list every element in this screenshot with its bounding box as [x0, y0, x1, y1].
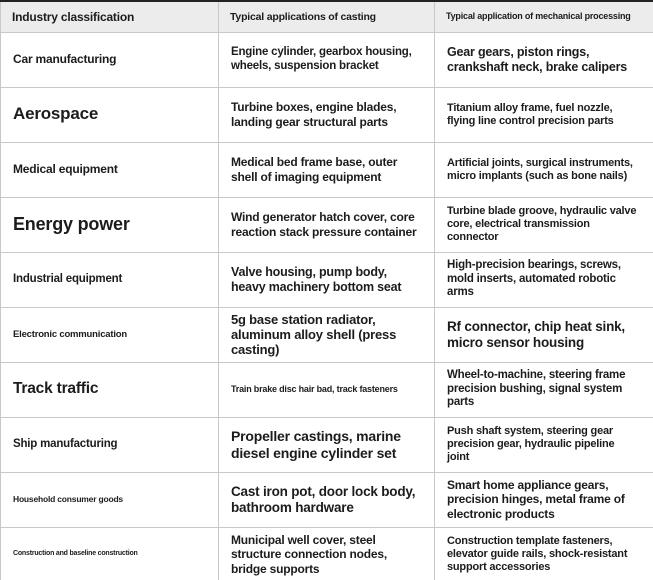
- cell-casting: Turbine boxes, engine blades, landing gear structural parts: [219, 87, 435, 142]
- cell-industry: Household consumer goods: [1, 472, 219, 527]
- cell-industry: Car manufacturing: [1, 32, 219, 87]
- table-row-medical-equipment: [1, 142, 653, 197]
- column-header-casting: Typical applications of casting: [219, 1, 435, 32]
- cell-industry: Track traffic: [1, 362, 219, 417]
- cell-industry: Energy power: [1, 197, 219, 252]
- cell-machining: Smart home appliance gears, precision hinges, metal frame of electronic products: [435, 472, 653, 527]
- cell-machining: Construction template fasteners, elevator guide rails, shock-resistant support accessories: [435, 527, 653, 580]
- table-row-track-traffic: [1, 362, 653, 417]
- column-header-industry: Industry classification: [1, 1, 219, 32]
- table-row-energy-power: [1, 197, 653, 252]
- cell-casting: Propeller castings, marine diesel engine cylinder set: [219, 417, 435, 472]
- cell-machining: Titanium alloy frame, fuel nozzle, flying line control precision parts: [435, 87, 653, 142]
- cell-industry: Electronic communication: [1, 307, 219, 362]
- cell-machining: High-precision bearings, screws, mold inserts, automated robotic arms: [435, 252, 653, 307]
- cell-machining: Artificial joints, surgical instruments, micro implants (such as bone nails): [435, 142, 653, 197]
- cell-casting: Cast iron pot, door lock body, bathroom hardware: [219, 472, 435, 527]
- cell-industry: Industrial equipment: [1, 252, 219, 307]
- cell-casting: 5g base station radiator, aluminum alloy shell (press casting): [219, 307, 435, 362]
- cell-machining: Rf connector, chip heat sink, micro sensor housing: [435, 307, 653, 362]
- cell-machining: Wheel-to-machine, steering frame precision bushing, signal system parts: [435, 362, 653, 417]
- cell-casting: Engine cylinder, gearbox housing, wheels, suspension bracket: [219, 32, 435, 87]
- header-row: [1, 1, 653, 32]
- cell-casting: Municipal well cover, steel structure connection nodes, bridge supports: [219, 527, 435, 580]
- cell-casting: Medical bed frame base, outer shell of imaging equipment: [219, 142, 435, 197]
- table-row-aerospace: [1, 87, 653, 142]
- cell-industry: Medical equipment: [1, 142, 219, 197]
- cell-casting: Wind generator hatch cover, core reaction stack pressure container: [219, 197, 435, 252]
- cell-machining: Gear gears, piston rings, crankshaft neck, brake calipers: [435, 32, 653, 87]
- table-row-ship-manufacturing: [1, 417, 653, 472]
- cell-industry: Ship manufacturing: [1, 417, 219, 472]
- table-row-industrial-equipment: [1, 252, 653, 307]
- cell-industry: Aerospace: [1, 87, 219, 142]
- column-header-machining: Typical application of mechanical processing: [435, 1, 653, 32]
- cell-casting: Valve housing, pump body, heavy machinery bottom seat: [219, 252, 435, 307]
- table-row-construction: [1, 527, 653, 580]
- cell-machining: Push shaft system, steering gear precision gear, hydraulic pipeline joint: [435, 417, 653, 472]
- table-row-car-manufacturing: [1, 32, 653, 87]
- table-row-household-consumer-goods: [1, 472, 653, 527]
- table-row-electronic-communication: [1, 307, 653, 362]
- cell-machining: Turbine blade groove, hydraulic valve core, electrical transmission connector: [435, 197, 653, 252]
- cell-industry: Construction and baseline construction: [1, 527, 219, 580]
- cell-casting: Train brake disc hair bad, track fasteners: [219, 362, 435, 417]
